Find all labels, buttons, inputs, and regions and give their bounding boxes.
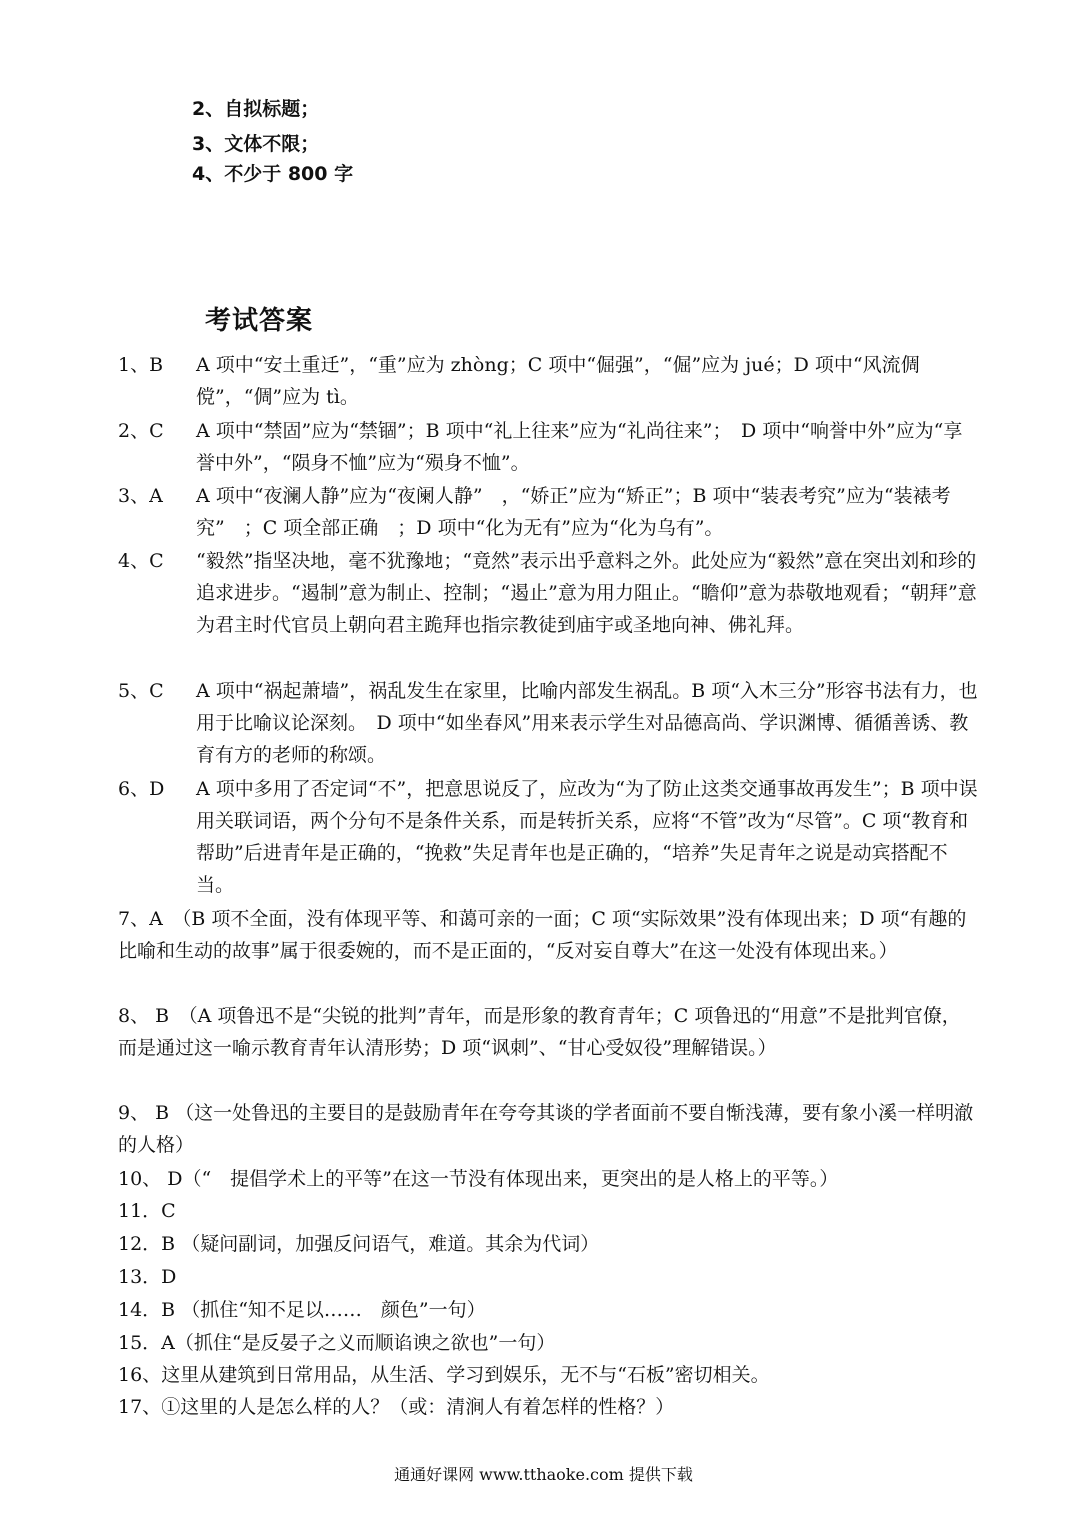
answer-9 [118, 1097, 978, 1161]
requirement-4: 4、不少于 800 字 [192, 163, 354, 185]
answer-text: （抓住“知不足以…… 颜色”一句） [181, 1299, 486, 1321]
answer-text: 这里从建筑到日常用品，从生活、学习到娱乐，无不与“石板”密切相关。 [161, 1364, 770, 1386]
answer-1 [118, 349, 978, 413]
answer-number: 7、A [118, 908, 163, 930]
answer-14 [118, 1294, 978, 1326]
answer-8 [118, 1000, 978, 1064]
answer-5 [118, 675, 978, 771]
answer-number: 13．D [118, 1266, 177, 1288]
answer-number: 16、 [118, 1364, 162, 1386]
answer-text: （A 项鲁迅不是“尖锐的批判”青年，而是形象的教育青年；C 项鲁迅的“用意”不是批判官僚，而是通过这一喻示教育青年认清形势；D 项“讽刺”、“甘心受奴役”理解错误。） [118, 1005, 961, 1059]
answer-16 [118, 1359, 978, 1391]
answer-15 [118, 1327, 978, 1359]
answer-number: 4、C [118, 550, 164, 572]
answer-text: A 项中“安土重迁”，“重”应为 zhòng；C 项中“倔强”，“倔”应为 jué；D 项中“风流倜傥”，“倜”应为 tì。 [196, 354, 920, 408]
answer-number: 8、 B [118, 1005, 170, 1027]
answer-11 [118, 1195, 978, 1227]
answer-text: （B 项不全面，没有体现平等、和蔼可亲的一面；C 项“实际效果”没有体现出来；D 项“有趣的比喻和生动的故事”属于很委婉的，而不是正面的，“反对妄自尊大”在这一处没有体现出来。） [118, 908, 967, 962]
answer-10 [118, 1163, 978, 1195]
answer-text: A 项中“祸起萧墙”，祸乱发生在家里，比喻内部发生祸乱。B 项“入木三分”形容书法有力，也用于比喻议论深刻。 D 项中“如坐春风”用来表示学生对品德高尚、学识渊博、循循善诱、教育有方的老师的称颂。 [196, 680, 978, 766]
answer-number: 3、A [118, 485, 163, 507]
answer-number: 15．A [118, 1332, 175, 1354]
section-title: 考试答案 [205, 306, 314, 336]
answer-text: “毅然”指坚决地，毫不犹豫地；“竟然”表示出乎意料之外。此处应为“毅然”意在突出刘和珍的追求进步。“遏制”意为制止、控制；“遏止”意为用力阻止。“瞻仰”意为恭敬地观看；“朝拜”意为君主时代官员上朝向君主跪拜也指宗教徒到庙宇或圣地向神、佛礼拜。 [196, 550, 977, 636]
answer-number: 5、C [118, 680, 164, 702]
answer-13 [118, 1261, 978, 1293]
requirement-2: 2、自拟标题； [192, 98, 320, 120]
answer-number: 1、B [118, 354, 164, 376]
answer-text: （“ 提倡学术上的平等”在这一节没有体现出来，更突出的是人格上的平等。） [182, 1168, 839, 1190]
answer-number: 6、D [118, 778, 165, 800]
page-footer: 通通好课网 www.tthaoke.com 提供下载 [394, 1465, 693, 1484]
answer-number: 12．B [118, 1233, 176, 1255]
answer-6 [118, 773, 978, 901]
answer-text: A 项中多用了否定词“不”，把意思说反了，应改为“为了防止这类交通事故再发生”；B 项中误用关联词语，两个分句不是条件关系，而是转折关系，应将“不管”改为“尽管”。C 项“教育和帮助”后进青年是正确的，“挽救”失足青年也是正确的，“培养”失足青年之说是动宾搭配不当。 [196, 778, 978, 896]
answer-2 [118, 415, 978, 479]
answer-number: 9、 B [118, 1102, 170, 1124]
answer-17 [118, 1391, 978, 1423]
answer-12 [118, 1228, 978, 1260]
answer-text: （抓住“是反晏子之义而顺谄谀之欲也”一句） [174, 1332, 556, 1354]
answer-number: 17、 [118, 1396, 162, 1418]
answer-text: A 项中“禁固”应为“禁锢”；B 项中“礼上往来”应为“礼尚往来”； D 项中“响誉中外”应为“享誉中外”，“陨身不恤”应为“殒身不恤”。 [196, 420, 963, 474]
answer-text: ①这里的人是怎么样的人？（或：清涧人有着怎样的性格？） [161, 1396, 675, 1418]
answer-number: 2、C [118, 420, 164, 442]
answer-number: 14．B [118, 1299, 176, 1321]
requirement-3: 3、文体不限； [192, 133, 320, 155]
answer-text: A 项中“夜澜人静”应为“夜阑人静” ，“娇正”应为“矫正”；B 项中“装表考究”应为“装裱考究” ；C 项全部正确 ；D 项中“化为无有”应为“化为乌有”。 [196, 485, 951, 539]
answer-number: 11．C [118, 1200, 176, 1222]
answer-7 [118, 903, 978, 967]
answer-3 [118, 480, 978, 544]
answer-text: （疑问副词，加强反问语气，难道。其余为代词） [181, 1233, 600, 1255]
answer-number: 10、 D [118, 1168, 183, 1190]
answer-text: （这一处鲁迅的主要目的是鼓励青年在夸夸其谈的学者面前不要自惭浅薄，要有象小溪一样明澈的人格） [118, 1102, 974, 1156]
answer-4 [118, 545, 978, 641]
